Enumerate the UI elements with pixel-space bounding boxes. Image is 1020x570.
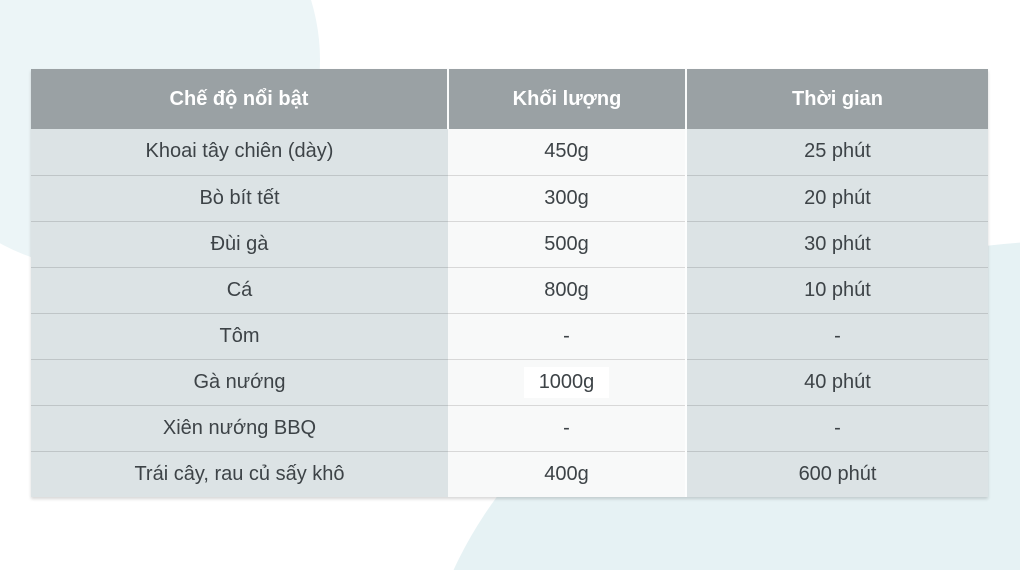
weight-cell: 450g — [448, 129, 686, 175]
table-row — [31, 221, 988, 267]
table-row — [31, 313, 988, 359]
weight-cell: - — [448, 313, 686, 359]
mode-cell: Cá — [31, 267, 448, 313]
table-row — [31, 359, 988, 405]
time-cell: 10 phút — [686, 267, 988, 313]
mode-cell: Gà nướng — [31, 359, 448, 405]
mode-cell: Xiên nướng BBQ — [31, 405, 448, 451]
weight-cell: 500g — [448, 221, 686, 267]
cooking-modes-table — [31, 69, 988, 497]
weight-cell — [448, 359, 686, 405]
column-header-time: Thời gian — [686, 69, 988, 129]
table-body — [31, 129, 988, 497]
column-header-mode: Chế độ nổi bật — [31, 69, 448, 129]
column-header-weight: Khối lượng — [448, 69, 686, 129]
table-row — [31, 175, 988, 221]
weight-highlight-patch: 1000g — [524, 367, 610, 398]
time-cell: 20 phút — [686, 175, 988, 221]
mode-cell: Trái cây, rau củ sấy khô — [31, 451, 448, 497]
weight-cell: 800g — [448, 267, 686, 313]
time-cell: 25 phút — [686, 129, 988, 175]
weight-cell: - — [448, 405, 686, 451]
mode-cell: Tôm — [31, 313, 448, 359]
weight-cell: 400g — [448, 451, 686, 497]
mode-cell: Khoai tây chiên (dày) — [31, 129, 448, 175]
table-row — [31, 267, 988, 313]
weight-cell: 300g — [448, 175, 686, 221]
time-cell: - — [686, 405, 988, 451]
time-cell: 600 phút — [686, 451, 988, 497]
table-row — [31, 405, 988, 451]
table-row — [31, 451, 988, 497]
table-row — [31, 129, 988, 175]
table-header-row — [31, 69, 988, 129]
time-cell: 40 phút — [686, 359, 988, 405]
time-cell: - — [686, 313, 988, 359]
time-cell: 30 phút — [686, 221, 988, 267]
mode-cell: Đùi gà — [31, 221, 448, 267]
mode-cell: Bò bít tết — [31, 175, 448, 221]
